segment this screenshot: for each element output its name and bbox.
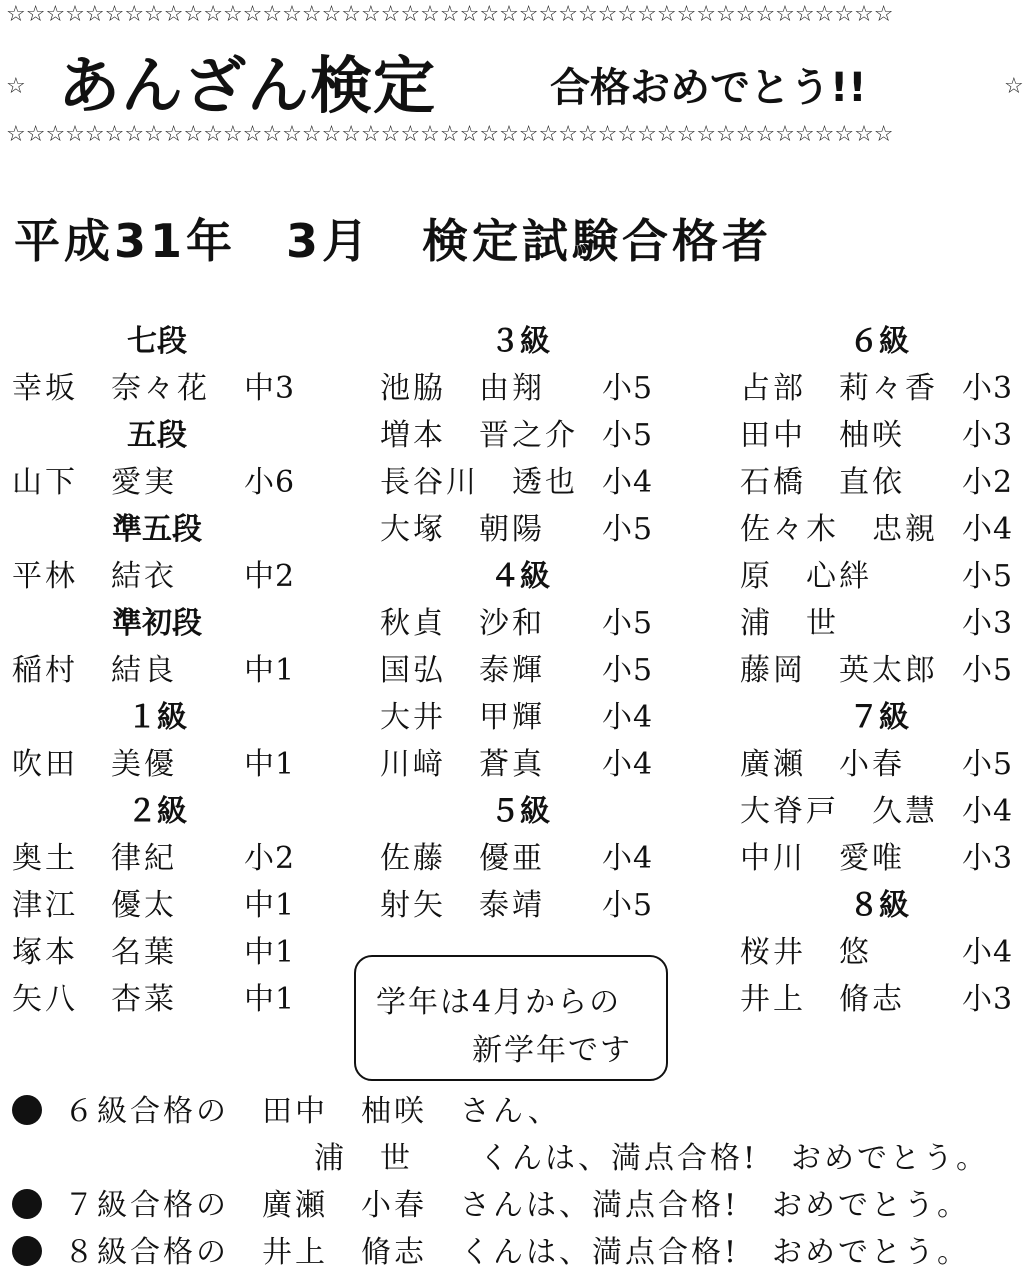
student-name: 石橋 直依: [740, 465, 905, 500]
school-grade: 中3: [244, 371, 296, 406]
student-name: 大脊戸 久慧: [740, 794, 938, 829]
school-grade: 小3: [962, 418, 1014, 453]
student-name: 浦 世: [740, 606, 839, 641]
rank-heading: ４級: [490, 559, 550, 594]
rank-heading: ７級: [849, 700, 909, 735]
bullet-icon: [12, 1189, 42, 1219]
bottom-star-border: ☆☆☆☆☆☆☆☆☆☆☆☆☆☆☆☆☆☆☆☆☆☆☆☆☆☆☆☆☆☆☆☆☆☆☆☆☆☆☆☆☆☆☆☆☆: [6, 122, 894, 147]
student-name: 塚本 名葉: [12, 935, 177, 970]
right-star-icon: ☆: [1004, 74, 1024, 99]
result-row: [380, 365, 660, 412]
student-name: 奥土 律紀: [12, 841, 177, 876]
school-grade: 小5: [602, 512, 654, 547]
result-row: [380, 459, 660, 506]
school-grade: 小4: [962, 512, 1014, 547]
school-grade: 小3: [962, 982, 1014, 1017]
top-star-border: ☆☆☆☆☆☆☆☆☆☆☆☆☆☆☆☆☆☆☆☆☆☆☆☆☆☆☆☆☆☆☆☆☆☆☆☆☆☆☆☆☆☆☆☆☆: [6, 2, 894, 27]
announcements: [12, 1088, 1035, 1276]
student-name: 秋貞 沙和: [380, 606, 545, 641]
result-row: [12, 459, 302, 506]
announcement-item: [12, 1229, 1035, 1276]
school-grade: 小2: [962, 465, 1014, 500]
result-row: [740, 600, 1018, 647]
student-name: 廣瀬 小春: [740, 747, 905, 782]
rank-heading: ５級: [490, 794, 550, 829]
student-name: 佐藤 優亜: [380, 841, 545, 876]
rank-heading: 五段: [127, 418, 187, 453]
school-grade: 小4: [602, 465, 654, 500]
student-name: 中川 愛唯: [740, 841, 905, 876]
announcement-item: [12, 1182, 1035, 1229]
page-title: 平成31年 3月 検定試験合格者: [14, 214, 773, 268]
result-row: [12, 741, 302, 788]
school-grade: 小5: [602, 888, 654, 923]
result-row: [380, 882, 660, 929]
result-row: [12, 976, 302, 1023]
result-row: [12, 365, 302, 412]
student-name: 山下 愛実: [12, 465, 177, 500]
banner-subtitle: 合格おめでとう!!: [550, 65, 867, 111]
results-column-middle: [380, 318, 660, 929]
rank-heading: １級: [127, 700, 187, 735]
rank-heading: 準初段: [112, 606, 202, 641]
student-name: 稲村 結良: [12, 653, 177, 688]
result-row: [740, 506, 1018, 553]
rank-heading: 準五段: [112, 512, 202, 547]
school-grade: 中1: [244, 653, 296, 688]
announcement-text: ７級合格の 廣瀬 小春 さんは、満点合格! おめでとう。: [64, 1188, 971, 1223]
result-row: [380, 506, 660, 553]
student-name: 津江 優太: [12, 888, 177, 923]
result-row: [740, 929, 1018, 976]
school-grade: 小5: [962, 559, 1014, 594]
note-line-2: 新学年です: [472, 1033, 632, 1068]
student-name: 国弘 泰輝: [380, 653, 545, 688]
announcement-item: [12, 1088, 1035, 1135]
school-grade: 小5: [602, 653, 654, 688]
result-row: [740, 976, 1018, 1023]
student-name: 田中 柚咲: [740, 418, 905, 453]
rank-heading: ２級: [127, 794, 187, 829]
student-name: 射矢 泰靖: [380, 888, 545, 923]
school-grade: 小3: [962, 841, 1014, 876]
school-grade: 小3: [962, 606, 1014, 641]
note-line-1: 学年は4月からの: [376, 985, 622, 1020]
school-grade: 小4: [602, 700, 654, 735]
announcement-text: ６級合格の 田中 柚咲 さん、: [64, 1094, 561, 1129]
result-row: [12, 647, 302, 694]
result-row: [740, 835, 1018, 882]
school-grade: 中1: [244, 935, 296, 970]
result-row: [740, 741, 1018, 788]
student-name: 原 心絆: [740, 559, 872, 594]
result-row: [12, 553, 302, 600]
school-grade: 小4: [602, 747, 654, 782]
student-name: 占部 莉々香: [740, 371, 938, 406]
school-grade: 小4: [962, 935, 1014, 970]
result-row: [12, 835, 302, 882]
student-name: 幸坂 奈々花: [12, 371, 210, 406]
banner-title: あんざん検定: [58, 49, 437, 122]
result-row: [740, 365, 1018, 412]
bullet-icon: [12, 1236, 42, 1266]
student-name: 川﨑 蒼真: [380, 747, 545, 782]
student-name: 井上 脩志: [740, 982, 905, 1017]
school-grade: 中2: [244, 559, 296, 594]
student-name: 長谷川 透也: [380, 465, 578, 500]
rank-heading: ６級: [849, 324, 909, 359]
result-row: [12, 929, 302, 976]
result-row: [380, 647, 660, 694]
student-name: 平林 結衣: [12, 559, 177, 594]
result-row: [380, 600, 660, 647]
announcement-text: 浦 世 くんは、満点合格! おめでとう。: [314, 1141, 990, 1176]
bullet-icon: [12, 1095, 42, 1125]
student-name: 桜井 悠: [740, 935, 872, 970]
rank-heading: ８級: [849, 888, 909, 923]
school-grade: 小3: [962, 371, 1014, 406]
left-star-icon: ☆: [6, 74, 26, 99]
school-grade: 小5: [602, 371, 654, 406]
school-grade: 小5: [962, 653, 1014, 688]
student-name: 池脇 由翔: [380, 371, 545, 406]
student-name: 大井 甲輝: [380, 700, 545, 735]
announcement-text: ８級合格の 井上 脩志 くんは、満点合格! おめでとう。: [64, 1235, 971, 1270]
results-column-left: [12, 318, 302, 1023]
result-row: [380, 741, 660, 788]
school-grade: 小5: [962, 747, 1014, 782]
school-grade: 中1: [244, 747, 296, 782]
result-row: [740, 412, 1018, 459]
school-grade: 小5: [602, 606, 654, 641]
announcement-continuation: [12, 1135, 1035, 1182]
result-row: [380, 835, 660, 882]
result-row: [740, 459, 1018, 506]
school-grade: 小4: [602, 841, 654, 876]
student-name: 藤岡 英太郎: [740, 653, 938, 688]
school-grade: 小6: [244, 465, 296, 500]
results-column-right: [740, 318, 1018, 1023]
rank-heading: 七段: [127, 324, 187, 359]
school-grade: 小4: [962, 794, 1014, 829]
grade-note-box: [354, 955, 668, 1081]
rank-heading: ３級: [490, 324, 550, 359]
student-name: 吹田 美優: [12, 747, 177, 782]
result-row: [740, 553, 1018, 600]
result-row: [740, 788, 1018, 835]
school-grade: 中1: [244, 888, 296, 923]
student-name: 佐々木 忠親: [740, 512, 938, 547]
result-row: [380, 694, 660, 741]
school-grade: 小5: [602, 418, 654, 453]
school-grade: 小2: [244, 841, 296, 876]
result-row: [12, 882, 302, 929]
school-grade: 中1: [244, 982, 296, 1017]
result-row: [740, 647, 1018, 694]
result-row: [380, 412, 660, 459]
student-name: 大塚 朝陽: [380, 512, 545, 547]
student-name: 矢八 杏菜: [12, 982, 177, 1017]
student-name: 増本 晋之介: [380, 418, 578, 453]
